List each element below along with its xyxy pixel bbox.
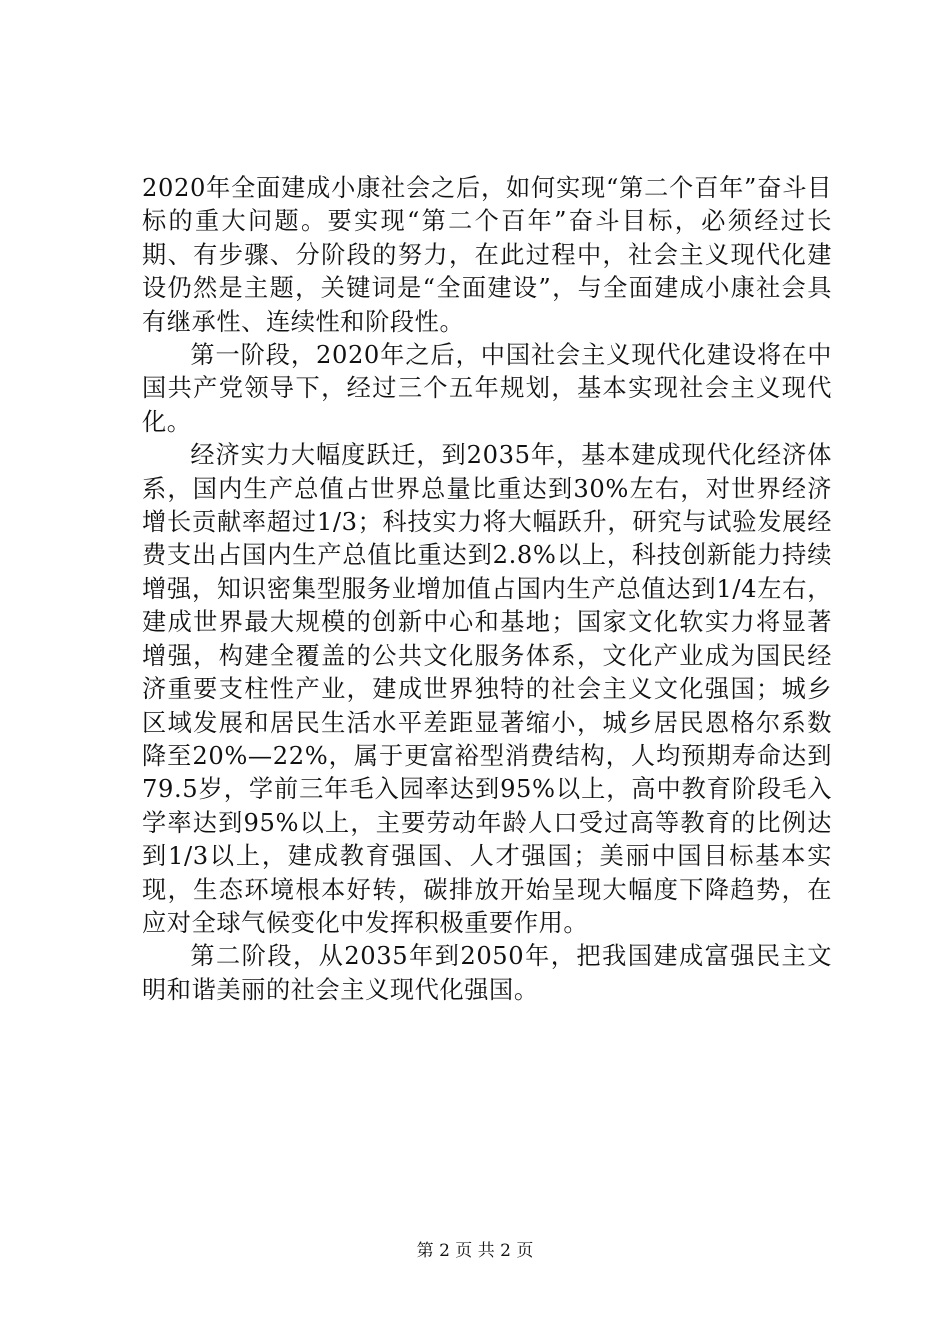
paragraph-stage-one-targets: 经济实力大幅度跃迁，到2035年，基本建成现代化经济体系，国内生产总值占世界总量比重达到30%左右，对世界经济增长贡献率超过1/3；科技实力将大幅跃升，研究与试验发展经费支出占国内生产总值比重达到2.8%以上，科技创新能力持续增强，知识密集型服务业增加值占国内生产总值达到1/4左右，建成世界最大规模的创新中心和基地；国家文化软实力将显著增强，构建全覆盖的公共文化服务体系，文化产业成为国民经济重要支柱性产业，建成世界独特的社会主义文化强国；城乡区域发展和居民生活水平差距显著缩小，城乡居民恩格尔系数降至20%—22%，属于更富裕型消费结构，人均预期寿命达到79.5岁，学前三年毛入园率达到95%以上，高中教育阶段毛入学率达到95%以上，主要劳动年龄人口受过高等教育的比例达到1/3以上，建成教育强国、人才强国；美丽中国目标基本实现，生态环境根本好转，碳排放开始呈现大幅度下降趋势，在应对全球气候变化中发挥积极重要作用。 (142, 441, 832, 937)
paragraph-intro: 2020年全面建成小康社会之后，如何实现“第二个百年”奋斗目标的重大问题。要实现“第二个百年”奋斗目标，必须经过长期、有步骤、分阶段的努力，在此过程中，社会主义现代化建设仍然是主题，关键词是“全面建设”，与全面建成小康社会具有继承性、连续性和阶段性。 (142, 174, 832, 336)
document-body (142, 172, 832, 1007)
paragraph-stage-two: 第二阶段，从2035年到2050年，把我国建成富强民主文明和谐美丽的社会主义现代化强国。 (142, 942, 832, 1004)
page-footer (0, 1240, 950, 1262)
paragraph-stage-one: 第一阶段，2020年之后，中国社会主义现代化建设将在中国共产党领导下，经过三个五年规划，基本实现社会主义现代化。 (142, 341, 832, 436)
page-number-label: 第 2 页 共 2 页 (416, 1241, 534, 1261)
